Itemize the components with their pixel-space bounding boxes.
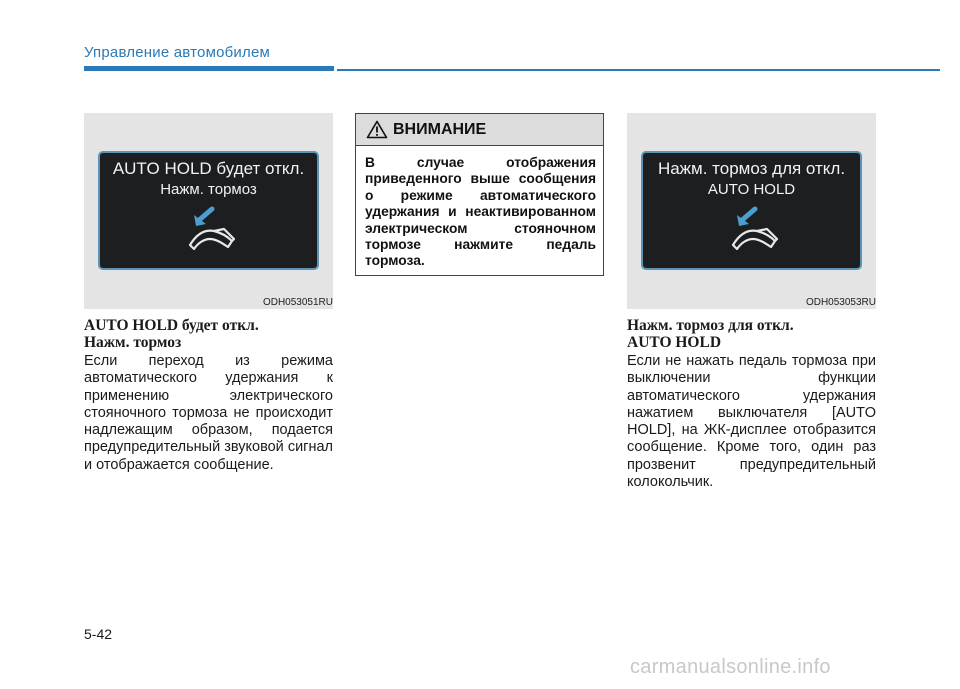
- warning-heading: ВНИМАНИЕ: [393, 121, 487, 138]
- section-title-line2: Нажм. тормоз: [84, 334, 182, 351]
- cluster-display: [641, 151, 862, 270]
- warning-triangle-icon: [366, 120, 388, 139]
- figure-auto-hold-off: [84, 113, 333, 309]
- brake-pedal-icon: [182, 205, 240, 255]
- section-title-line1: Нажм. тормоз для откл.: [627, 317, 794, 334]
- display-line-2: Нажм. тормоз: [160, 181, 257, 198]
- figure-code: ODH053053RU: [805, 297, 876, 308]
- section-body-text: Если не нажать педаль тормоза при выключении функции автоматического удержания нажатием выключателя [AUTO HOLD], на ЖК-дисплее отобразится сообщение. Кроме того, один раз прозвенит предупредительный колокольчик.: [627, 353, 876, 491]
- figure-press-brake: [627, 113, 876, 309]
- watermark: carmanualsonline.info: [630, 656, 831, 678]
- cluster-display: [98, 151, 319, 270]
- display-line-1: AUTO HOLD будет откл.: [112, 159, 305, 178]
- section-body-text: Если переход из режима автоматического удержания к применению электрического стояночного тормоза не происходит надлежащим образом, подается предупредительный звуковой сигнал и отображается сообщение.: [84, 353, 333, 473]
- warning-box: [355, 113, 604, 276]
- page-number: 5-42: [84, 626, 113, 642]
- figure-code: ODH053051RU: [262, 297, 333, 308]
- section-header-title: Управление автомобилем: [84, 44, 271, 61]
- warning-text: В случае отображения приведенного выше сообщения о режиме автоматического удержания и неактивированном электрическом стояночном тормозе нажмите педаль тормоза.: [365, 155, 596, 269]
- header-rule-thick: [84, 66, 334, 71]
- warning-header: [356, 114, 603, 146]
- brake-pedal-icon: [725, 205, 783, 255]
- header-rule-thin: [337, 69, 940, 71]
- display-line-2: AUTO HOLD: [707, 181, 796, 198]
- display-line-1: Нажм. тормоз для откл.: [657, 159, 846, 178]
- section-title-line1: AUTO HOLD будет откл.: [84, 317, 259, 334]
- section-title-line2: AUTO HOLD: [627, 334, 722, 351]
